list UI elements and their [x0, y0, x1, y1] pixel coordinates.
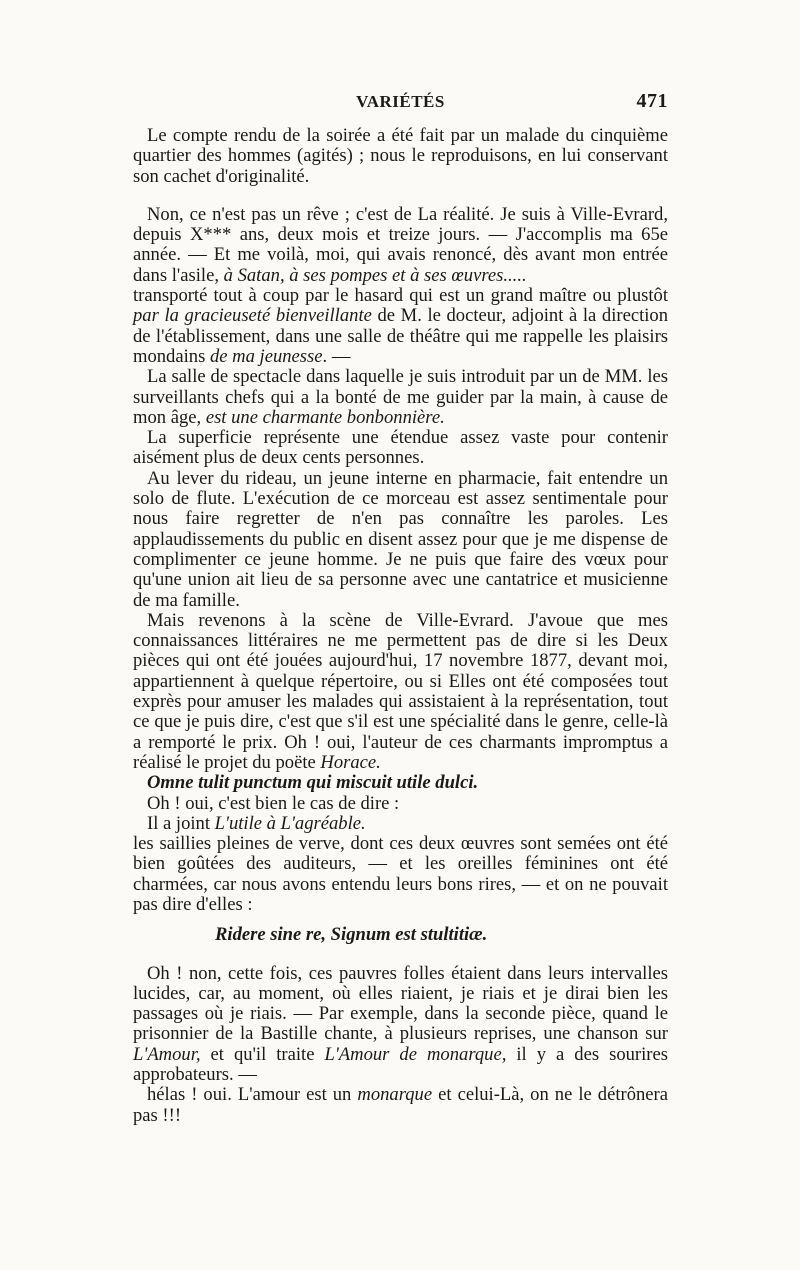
- paragraph-intro: Le compte rendu de la soirée a été fait par un malade du cinquième quartier des hommes (agités) ; nous le reproduisons, en lui conservant son cachet d'originalité.: [133, 125, 668, 187]
- running-title: VARIÉTÉS: [356, 92, 445, 111]
- paragraph-oh-non: Oh ! non, cette fois, ces pauvres folles étaient dans leurs intervalles lucides, car, au moment, où elles riaient, je riais et je dirai bien les passages où je riais. — Par exemple, dans la seconde pièce, quand le prisonnier de la Bastille chante, à plusieurs reprises, une chanson sur L'Amour, et qu'il traite L'Amour de monarque, il y a des sourires approbateurs. —: [133, 962, 668, 1086]
- paragraph-superficie: La superficie représente une étendue assez vaste pour contenir aisément plus de deux cents personnes.: [133, 427, 668, 469]
- paragraph-il-a-joint: Il a joint L'utile à L'agréable.: [147, 812, 366, 834]
- latin-quote-horace: Omne tulit punctum qui miscuit utile dulci.: [147, 772, 479, 794]
- page-header: [133, 88, 668, 118]
- paragraph-salle: La salle de spectacle dans laquelle je suis introduit par un de MM. les surveillants chefs qui a la bonté de me guider par la main, à cause de mon âge, est une charmante bonbonnière.: [133, 366, 668, 428]
- body-text: [133, 126, 668, 1126]
- paragraph-scene: Mais revenons à la scène de Ville-Evrard. J'avoue que mes connaissances littéraires ne me permettent pas de dire si les Deux pièces qui ont été jouées aujourd'hui, 17 novembre 1877, devant moi, appartiennent à quelque répertoire, ou si Elles ont été composées tout exprès pour amuser les malades qui assistaient à la représentation, tout ce que je puis dire, c'est que s'il est une spécialité dans le genre, celle-là a remporté le prix. Oh ! oui, l'auteur de ces charmants impromptus a réalisé le projet du poëte Horace.: [133, 609, 668, 773]
- latin-quote-ridere: Ridere sine re, Signum est stultitiæ.: [215, 924, 488, 946]
- paragraph-saillies: les saillies pleines de verve, dont ces deux œuvres sont semées ont été bien goûtées des auditeurs, — et les oreilles féminines ont été charmées, car nous avons entendu leurs bons rires, — et on ne pouvait pas dire d'elles :: [133, 833, 668, 915]
- paragraph-transporte: transporté tout à coup par le hasard qui est un grand maître ou plustôt par la gracieuseté bienveillante de M. le docteur, adjoint à la direction de l'établissement, dans une salle de théâtre qui me rappelle les plaisirs mondains de ma jeunesse. —: [133, 285, 668, 367]
- paragraph-rideau: Au lever du rideau, un jeune interne en pharmacie, fait entendre un solo de flute. L'exécution de ce morceau est assez sentimentale pour nous faire regretter de n'en pas connaître les paroles. Les applaudissements du public en disent assez pour que je me dispense de complimenter ce jeune homme. Je ne puis que faire des vœux pour qu'une union ait lieu de sa personne avec une cantatrice et musicienne de ma famille.: [133, 467, 668, 611]
- paragraph-reve: Non, ce n'est pas un rêve ; c'est de La réalité. Je suis à Ville-Evrard, depuis X*** ans, deux mois et treize jours. — J'accomplis ma 65e année. — Et me voilà, moi, qui avais renoncé, dès avant mon entrée dans l'asile, à Satan, à ses pompes et à ses œuvres.....: [133, 203, 668, 286]
- paragraph-oh-oui: Oh ! oui, c'est bien le cas de dire :: [147, 792, 400, 814]
- paragraph-helas: hélas ! oui. L'amour est un monarque et celui-Là, on ne le détrônera pas !!!: [133, 1084, 668, 1126]
- page-number: 471: [636, 90, 668, 112]
